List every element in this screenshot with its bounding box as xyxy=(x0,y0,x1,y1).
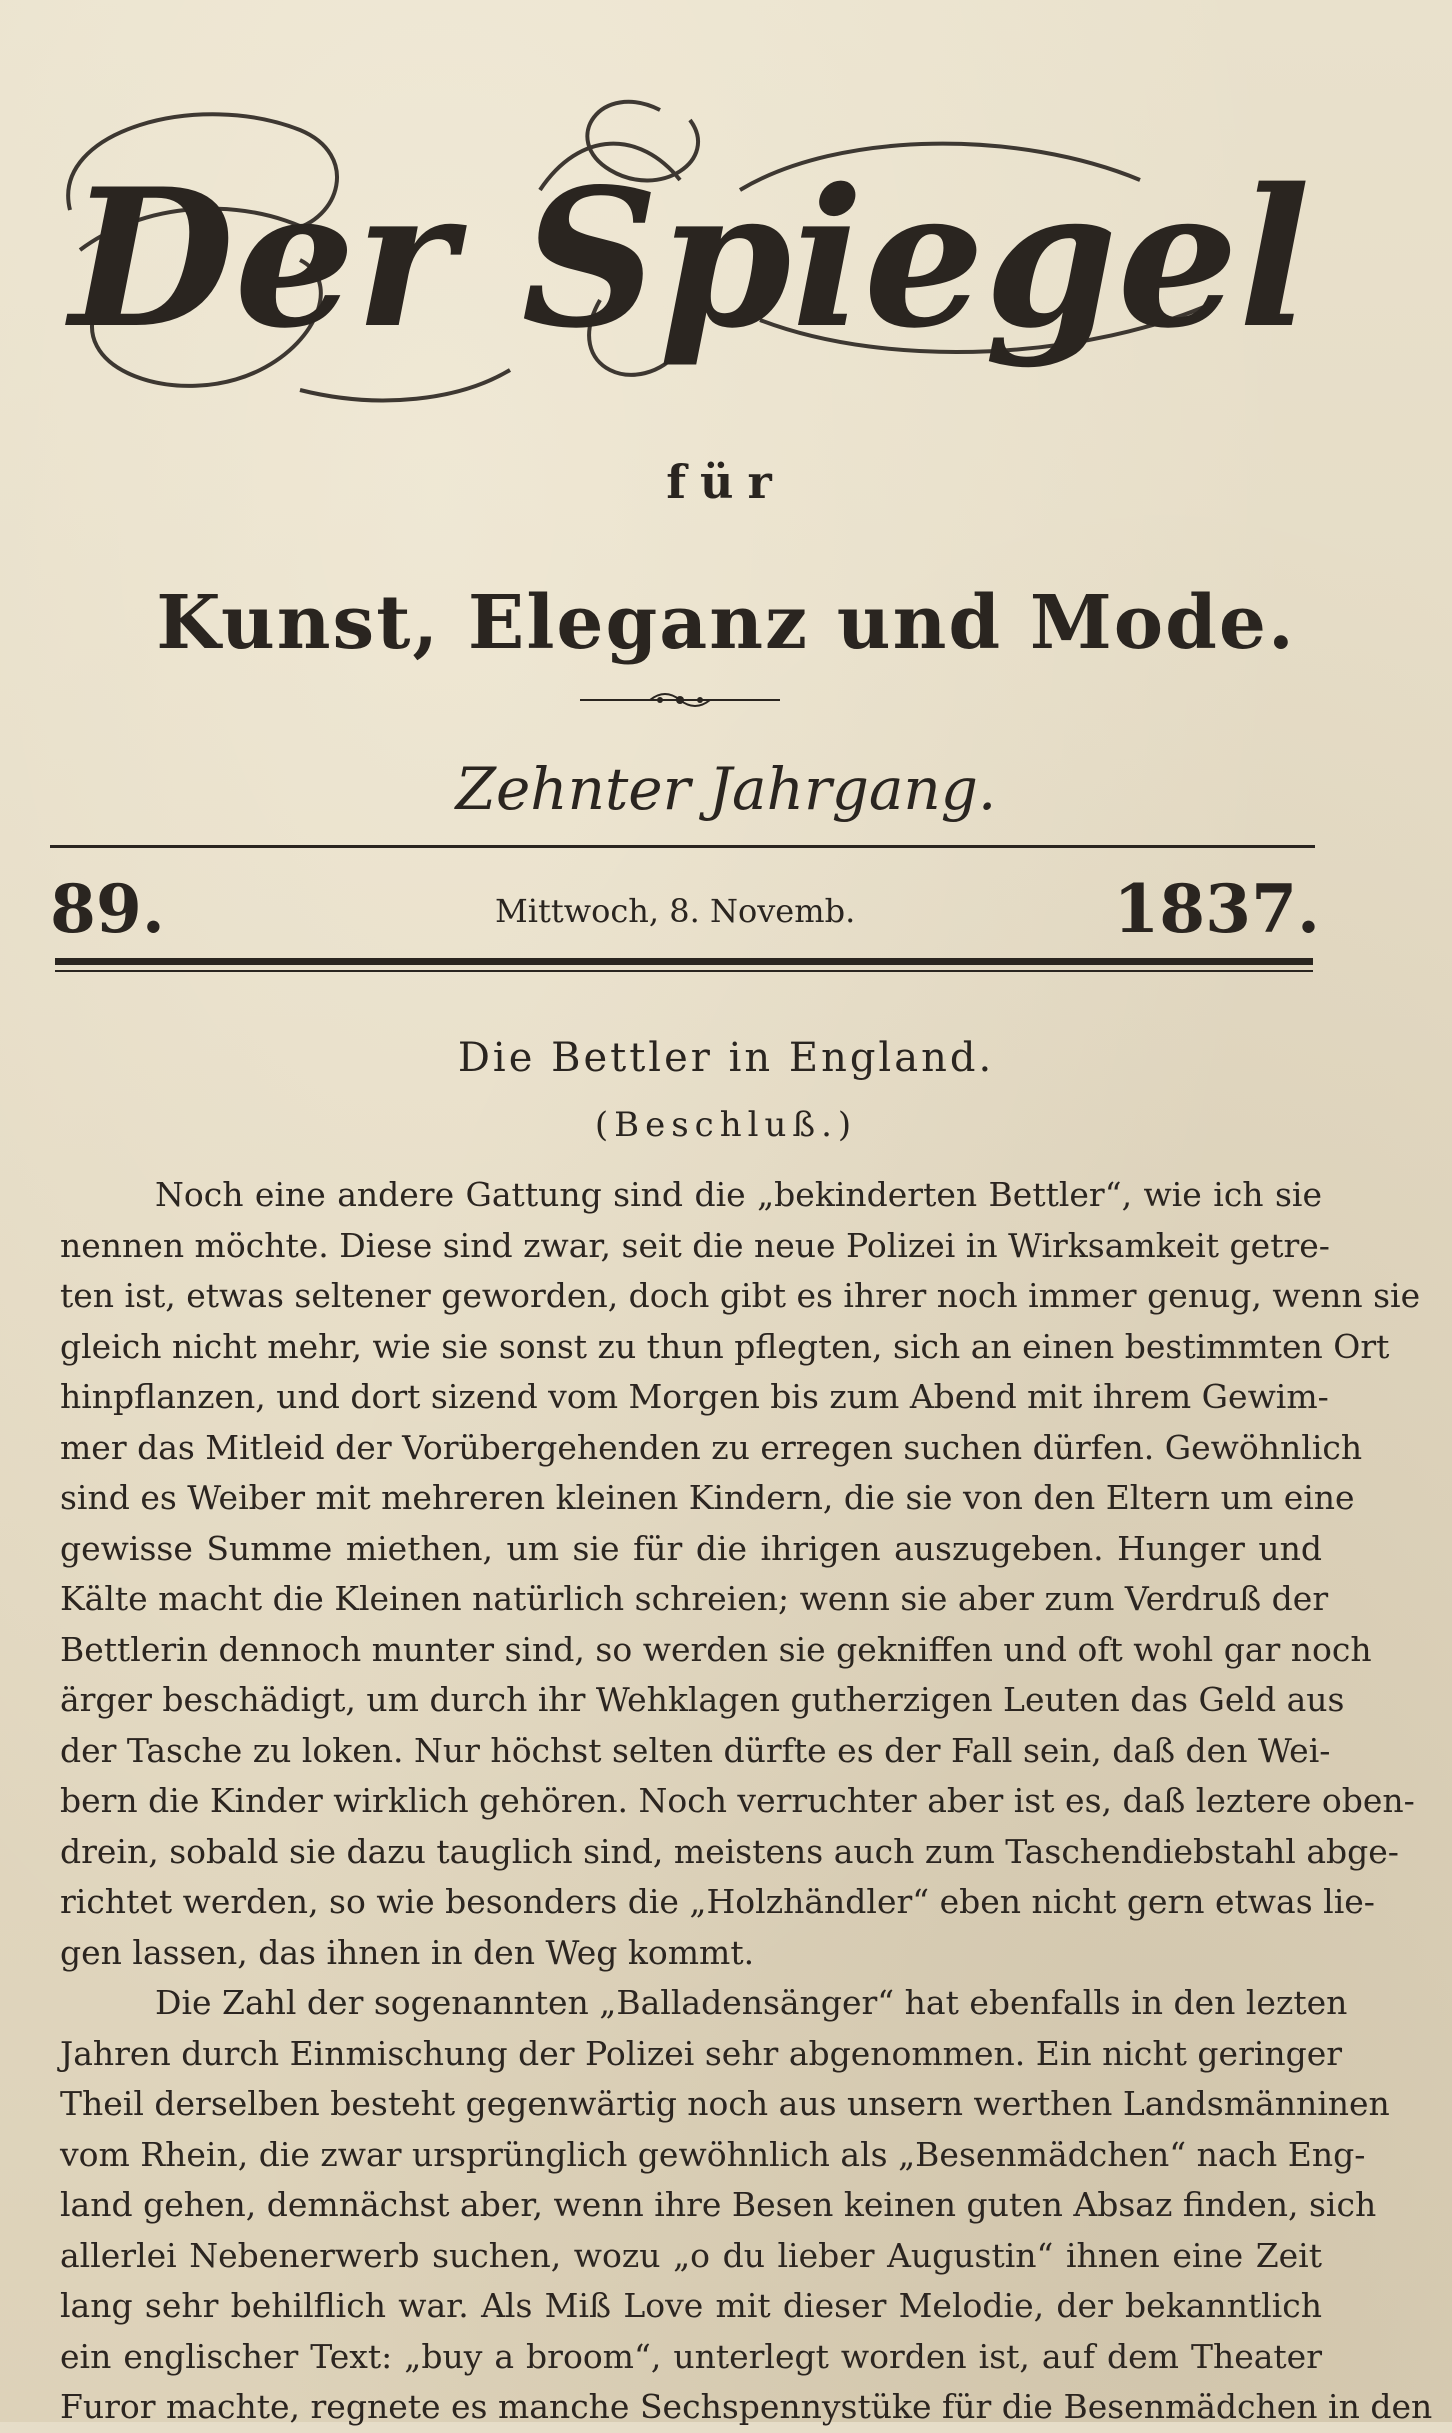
handwritten-volume-note: Zehnter Jahrgang. xyxy=(455,755,997,823)
text-line: ärger beschädigt, um durch ihr Wehklagen gutherzigen Leuten das Geld aus xyxy=(60,1680,1345,1719)
text-line: vom Rhein, die zwar ursprünglich gewöhnlich als „Besenmädchen“ nach Eng- xyxy=(60,2134,1366,2174)
issue-date: Mittwoch, 8. Novemb. xyxy=(495,892,856,930)
text-line: drein, sobald sie dazu tauglich sind, meistens auch zum Taschendiebstahl abge- xyxy=(60,1831,1399,1871)
text-line: land gehen, demnächst aber, wenn ihre Besen keinen guten Absaz finden, sich xyxy=(60,2185,1377,2224)
text-line: nennen möchte. Diese sind zwar, seit die neue Polizei in Wirksamkeit getre- xyxy=(60,1225,1330,1265)
text-line: Noch eine andere Gattung sind die „bekinderten Bettler“, wie ich sie xyxy=(155,1175,1322,1214)
text-line: Die Zahl der sogenannten „Balladensänger“ hat ebenfalls in den lezten xyxy=(155,1983,1348,2022)
thick-rule xyxy=(55,958,1313,965)
text-line: ten ist, etwas seltener geworden, doch gibt es ihrer noch immer genug, wenn sie xyxy=(60,1276,1421,1315)
article-body xyxy=(60,1170,1433,2433)
text-line: hinpflanzen, und dort sizend vom Morgen bis zum Abend mit ihrem Gewim- xyxy=(60,1377,1329,1416)
text-line: lang sehr behilflich war. Als Miß Love mit dieser Melodie, der bekanntlich xyxy=(60,2286,1322,2325)
issue-year: 1837. xyxy=(1113,870,1320,948)
masthead-title-graphic xyxy=(40,70,1340,450)
article-title: Die Bettler in England. xyxy=(457,1035,995,1081)
text-line: Bettlerin dennoch munter sind, so werden sie gekniffen und oft wohl gar noch xyxy=(60,1629,1372,1669)
issue-info-row xyxy=(50,870,1320,970)
masthead xyxy=(40,70,1340,450)
text-line: richtet werden, so wie besonders die „Holzhändler“ eben nicht gern etwas lie- xyxy=(60,1882,1375,1921)
text-line: Theil derselben besteht gegenwärtig noch aus unsern werthen Landsmänninen xyxy=(60,2084,1390,2123)
text-line: gleich nicht mehr, wie sie sonst zu thun pflegten, sich an einen bestimmten Ort xyxy=(60,1326,1390,1366)
text-line: bern die Kinder wirklich gehören. Noch verruchter aber ist es, daß leztere oben- xyxy=(60,1781,1415,1820)
article-subtitle: (Beschluß.) xyxy=(594,1105,858,1145)
text-line: gewisse Summe miethen, um sie für die ihrigen auszugeben. Hunger und xyxy=(60,1528,1322,1568)
text-line: Kälte macht die Kleinen natürlich schreien; wenn sie aber zum Verdruß der xyxy=(60,1579,1329,1618)
text-line: allerlei Nebenerwerb suchen, wozu „o du lieber Augustin“ ihnen eine Zeit xyxy=(60,2235,1322,2275)
issue-number: 89. xyxy=(50,870,165,948)
text-line: sind es Weiber mit mehreren kleinen Kindern, die sie von den Eltern um eine xyxy=(60,1478,1355,1517)
text-line: der Tasche zu loken. Nur höchst selten dürfte es der Fall sein, daß den Wei- xyxy=(60,1730,1331,1770)
thin-rule xyxy=(55,970,1313,972)
text-line: Jahren durch Einmischung der Polizei sehr abgenommen. Ein nicht geringer xyxy=(60,2033,1343,2073)
text-line: gen lassen, das ihnen in den Weg kommt. xyxy=(60,1932,755,1972)
header-rule xyxy=(50,845,1315,848)
ornament-divider xyxy=(580,690,780,710)
masthead-title: Der Spiegel xyxy=(69,147,1311,370)
masthead-subtitle-fur: für xyxy=(666,455,786,509)
text-line: Furor machte, regnete es manche Sechspennystüke für die Besenmädchen in den xyxy=(60,2387,1433,2426)
text-line: mer das Mitleid der Vorübergehenden zu erregen suchen dürfen. Gewöhnlich xyxy=(60,1427,1363,1467)
text-line: ein englischer Text: „buy a broom“, unterlegt worden ist, auf dem Theater xyxy=(60,2336,1322,2376)
masthead-subtitle: Kunst, Eleganz und Mode. xyxy=(156,580,1296,666)
